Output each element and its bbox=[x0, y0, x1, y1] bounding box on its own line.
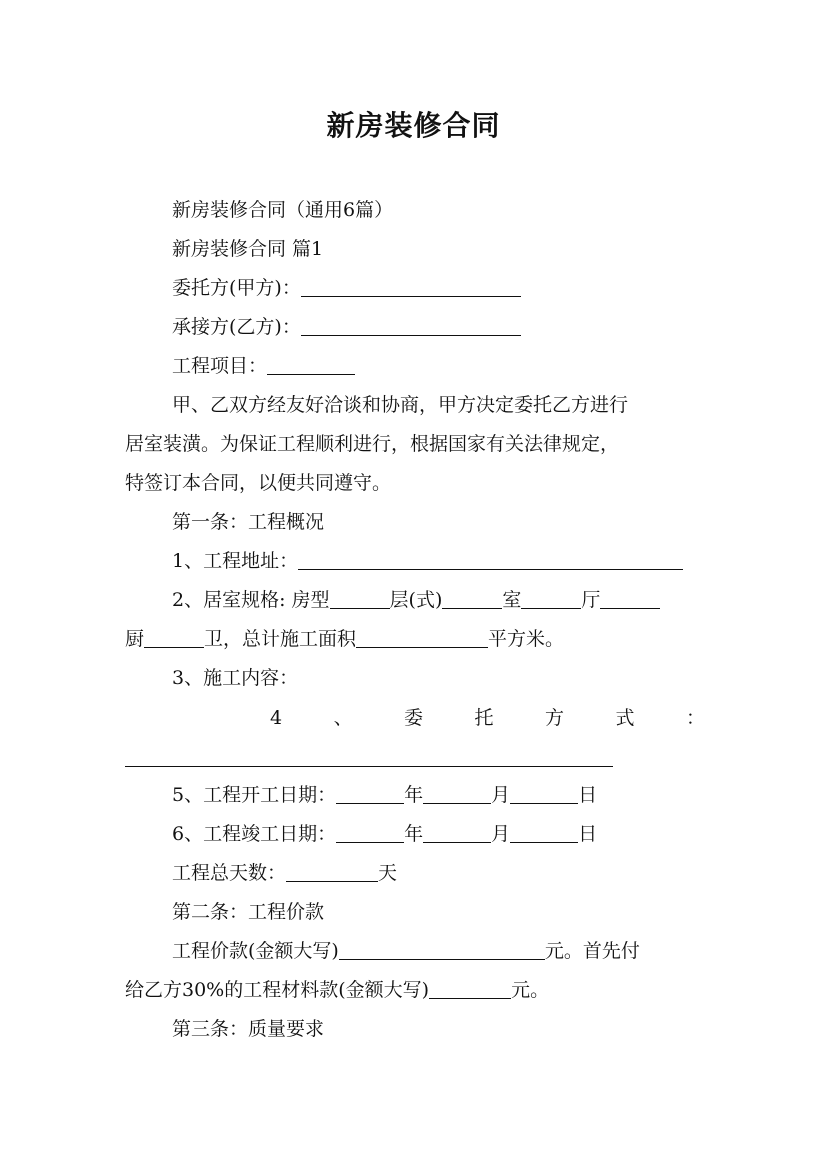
spec-type-blank[interactable] bbox=[330, 588, 390, 609]
total-days-label: 工程总天数： bbox=[172, 862, 287, 884]
mode-char: 4 bbox=[270, 707, 283, 729]
end-date-label: 6、工程竣工日期： bbox=[172, 823, 337, 845]
start-date-line bbox=[125, 781, 752, 809]
address-blank[interactable] bbox=[298, 549, 683, 570]
spec-bath-label: 卫，总计施工面积 bbox=[204, 628, 357, 650]
area-blank[interactable] bbox=[356, 627, 488, 648]
address-line bbox=[125, 547, 752, 575]
end-day-blank[interactable] bbox=[510, 822, 578, 843]
article-3-title: 第三条：质量要求 bbox=[172, 1018, 325, 1040]
address-label: 1、工程地址： bbox=[172, 550, 299, 572]
spec-line-1 bbox=[125, 586, 752, 614]
party-b-line bbox=[125, 313, 752, 341]
mode-char: 托 bbox=[474, 707, 494, 729]
end-date-line bbox=[125, 820, 752, 848]
chapter-heading: 新房装修合同 篇1 bbox=[172, 238, 324, 260]
project-blank[interactable] bbox=[267, 354, 355, 375]
party-a-line bbox=[125, 274, 752, 302]
price-line-1 bbox=[125, 937, 752, 965]
mode-char: 、 bbox=[333, 707, 353, 729]
total-days-line bbox=[125, 859, 752, 887]
spec-line-2 bbox=[125, 625, 705, 653]
article-1-title: 第一条：工程概况 bbox=[172, 511, 325, 533]
material-price-blank[interactable] bbox=[429, 978, 511, 999]
spec-hall-blank[interactable] bbox=[600, 588, 660, 609]
year-label: 年 bbox=[404, 823, 424, 845]
document-title: 新房装修合同 bbox=[326, 109, 501, 142]
article-2-title: 第二条：工程价款 bbox=[172, 901, 325, 923]
spec-kitchen-label: 厨 bbox=[125, 628, 145, 650]
total-days-blank[interactable] bbox=[286, 861, 378, 882]
intro-line-2: 居室装潢。为保证工程顺利进行，根据国家有关法律规定， bbox=[125, 433, 620, 455]
subtitle: 新房装修合同（通用6篇） bbox=[172, 199, 394, 221]
mode-char: 方 bbox=[545, 707, 565, 729]
price-label: 工程价款(金额大写) bbox=[172, 940, 339, 962]
end-month-blank[interactable] bbox=[423, 822, 491, 843]
mode-line bbox=[125, 704, 705, 732]
spec-kitchen-blank[interactable] bbox=[144, 627, 204, 648]
days-unit-label: 天 bbox=[378, 862, 398, 884]
spec-room-label: 室 bbox=[502, 589, 522, 611]
day-label: 日 bbox=[578, 784, 598, 806]
year-label: 年 bbox=[404, 784, 424, 806]
spec-unit-label: 平方米。 bbox=[488, 628, 565, 650]
mode-char: 式 bbox=[615, 707, 635, 729]
party-b-blank[interactable] bbox=[301, 315, 521, 336]
project-line bbox=[125, 352, 752, 380]
start-year-blank[interactable] bbox=[336, 783, 404, 804]
mode-blank-line bbox=[125, 744, 705, 772]
spec-room-blank[interactable] bbox=[521, 588, 581, 609]
price-line-2 bbox=[125, 976, 705, 1004]
project-label: 工程项目： bbox=[172, 355, 268, 377]
price-suffix: 元。首先付 bbox=[544, 940, 640, 962]
party-a-blank[interactable] bbox=[301, 276, 521, 297]
material-suffix: 元。 bbox=[511, 979, 550, 1001]
price-blank[interactable] bbox=[339, 939, 545, 960]
spec-layer-blank[interactable] bbox=[442, 588, 502, 609]
start-day-blank[interactable] bbox=[510, 783, 578, 804]
party-a-label: 委托方(甲方)： bbox=[172, 277, 301, 299]
spec-hall-label: 厅 bbox=[581, 589, 601, 611]
month-label: 月 bbox=[491, 784, 511, 806]
mode-char: 委 bbox=[404, 707, 424, 729]
mode-char: ： bbox=[685, 707, 705, 729]
intro-line-3: 特签订本合同，以便共同遵守。 bbox=[125, 472, 392, 494]
party-b-label: 承接方(乙方)： bbox=[172, 316, 301, 338]
spec-layer-label: 层(式) bbox=[389, 589, 443, 611]
month-label: 月 bbox=[491, 823, 511, 845]
spec-label: 2、居室规格: 房型 bbox=[172, 589, 330, 611]
day-label: 日 bbox=[578, 823, 598, 845]
material-label: 给乙方30%的工程材料款(金额大写) bbox=[125, 979, 430, 1001]
start-month-blank[interactable] bbox=[423, 783, 491, 804]
end-year-blank[interactable] bbox=[336, 822, 404, 843]
content-line: 3、施工内容： bbox=[172, 667, 299, 689]
mode-blank[interactable] bbox=[125, 746, 613, 767]
start-date-label: 5、工程开工日期： bbox=[172, 784, 337, 806]
intro-line-1: 甲、乙双方经友好洽谈和协商，甲方决定委托乙方进行 bbox=[172, 394, 629, 416]
